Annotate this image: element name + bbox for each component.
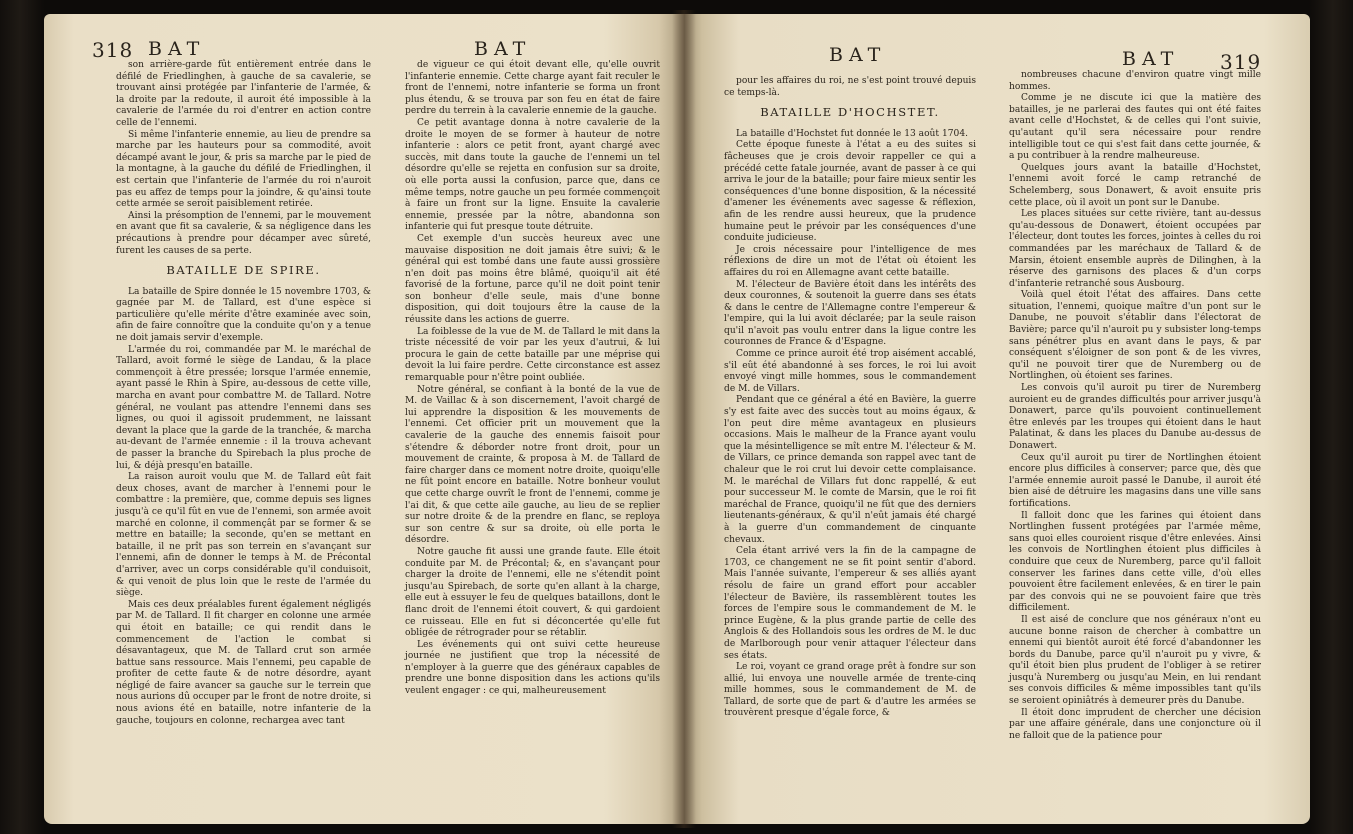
paragraph: Comme ce prince auroit été trop aisément accablé, s'il eût été abandonné à ses forces, le roi lui avoit envoyé vingt mille hommes, sous le commandement de M. de Villars. (724, 349, 976, 394)
left-page (44, 14, 684, 824)
paragraph: M. l'électeur de Bavière étoit dans les intérêts des deux couronnes, & soutenoit la guerre dans ses états & dans le centre de l'Allemagne contre l'empereur & l'empire, qui la lui avoit déclarée; par la seule raison qu'il n'avoit pas voulu entrer dans la ligue contre les couronnes de France & d'Espagne. (724, 279, 976, 348)
running-head-left: BAT (829, 44, 887, 66)
paragraph: Cette époque funeste à l'état a eu des suites si fâcheuses que je crois devoir rappeller ce qui a précédé cette fatale journée, avant de passer à ce qui arriva le jour de la bataille; pour faire mieux sentir les conséquences d'une bonne disposition, & la nécessité d'amener les événements avec sagesse & réflexion, afin de les rendre aussi heureux, que la prudence humaine peut le prévoir par les conséquences d'une conduite judicieuse. (724, 140, 976, 244)
paragraph: Mais ces deux préalables furent également négligés par M. de Tallard. Il fit charger en colonne une armée qui étoit en bataille; ce qui rendit dans le commencement de l'action le combat si désavantageux, que M. de Tallard crut son armée battue sans ressource. Mais l'ennemi, peu capable de profiter de cette faute & de notre désordre, ayant négligé de faire avancer sa gauche sur le terrein que nous aurions dû occuper par le front de notre droite, si nous avions été en bataille, notre infanterie de la gauche, toujours en colonne, rechargea avec tant (116, 599, 371, 726)
paragraph: Il est aisé de conclure que nos généraux n'ont eu aucune bonne raison de chercher à combattre un ennemi qui bientôt auroit été forcé d'abandonner les bords du Danube, parce qu'il n'auroit pu y vivre, & qu'il étoit bien plus prudent de l'obliger à se retirer jusqu'à Nuremberg ou jusqu'au Mein, en lui rendant ses convois difficiles & même impossibles tant qu'ils se seroient opiniâtrés à demeurer près du Danube. (1009, 614, 1261, 707)
paragraph: nombreuses chacune d'environ quatre vingt mille hommes. (1009, 70, 1261, 92)
paragraph: Ce petit avantage donna à notre cavalerie de la droite le moyen de se former à hauteur de notre infanterie : alors ce petit front, ayant chargé avec succès, mit dans toute la gauche de l'ennemi un tel désordre qu'elle se rejetta en confusion sur sa droite, où elle porta aussi la confusion, parce que, dans ce même temps, notre gauche un peu formée commençoit à faire un front sur la ligne. Ensuite la cavalerie ennemie, pressée par la nôtre, abandonna son infanterie qui fut presque toute détruite. (405, 117, 660, 233)
paragraph: Cela étant arrivé vers la fin de la campagne de 1703, ce changement ne se fit point sentir d'abord. Mais l'année suivante, l'empereur & ses alliés ayant résolu de faire un grand effort pour accabler l'électeur de Bavière, ils rassemblèrent toutes les forces de l'empire sous le commandement de M. le prince Eugène, & la plus grande partie de celle des Anglois & des Hollandois sous les ordres de M. le duc de Marlborough pour venir attaquer l'électeur dans ses états. (724, 546, 976, 661)
text-column-1 (724, 76, 976, 720)
paragraph: Ainsi la présomption de l'ennemi, par le mouvement en avant que fit sa cavalerie, & sa négligence dans les précautions à prendre pour décamper avec sûreté, furent les causes de sa perte. (116, 210, 371, 256)
text-column-1 (116, 60, 371, 727)
paragraph: Voilà quel étoit l'état des affaires. Dans cette situation, l'ennemi, quoique maître d'un pont sur le Danube, ne pouvoit s'établir dans l'électorat de Bavière; parce qu'il n'auroit pu y subsister long-temps sans pénétrer plus en avant dans le pays, & par conséquent s'éloigner de son pont & de les vivres, qu'il ne pouvoit tirer que de Nuremberg ou de Nortlinghen, où étoient ses farines. (1009, 290, 1261, 382)
paragraph: Cet exemple d'un succès heureux avec une mauvaise disposition ne doit jamais être suivi; & le général qui est tombé dans une faute aussi grossière n'en doit pas moins être blâmé, quoiqu'il ait été favorisé de la fortune, parce qu'il ne doit point tenir son bonheur d'elle seule, mais d'une bonne disposition, qui doit toujours être la cause de la réussite dans les actions de guerre. (405, 233, 660, 326)
paragraph: Notre gauche fit aussi une grande faute. Elle étoit conduite par M. de Précontal; &, en s'avançant pour charger la droite de l'ennemi, elle ne s'étendit point jusqu'au Spirebach, de sorte qu'en allant à la charge, elle eut à essuyer le feu de quelques bataillons, dont le flanc droit de l'ennemi étoit couvert, & qui gardoient ce ruisseau. Elle en fut si déconcertée qu'elle fut obligée de rétrograder pour se rétablir. (405, 546, 660, 639)
paragraph: La raison auroit voulu que M. de Tallard eût fait deux choses, avant de marcher à l'ennemi pour le combattre : la première, que, comme depuis ses lignes jusqu'à ce qu'il fût en vue de l'ennemi, son armée avoit marché en colonne, il commençât par se former & se mettre en bataille; la seconde, qu'en se mettant en bataille, il ne prît pas son terrein en s'avançant sur l'ennemi, afin de donner le temps à M. de Précontal d'arriver, avec un corps considérable qu'il conduisoit, & qui venoit de plus loin que le reste de l'armée du siège. (116, 472, 371, 599)
paragraph: L'armée du roi, commandée par M. le maréchal de Tallard, avoit formé le siège de Landau, & la place commençoit à être pressée; lorsque l'armée ennemie, ayant passé le Rhin à Spire, au-dessous de cette ville, marcha en avant pour combattre M. de Tallard. Notre général, ne voulant pas attendre l'ennemi dans ses lignes, ou quoi il agissoit prudemment, ne laissant devant la place que la garde de la tranchée, & marcha au-devant de l'armée ennemie : il la trouva achevant de passer la branche du Spirebach la plus proche de lui, & déjà presqu'en bataille. (116, 344, 371, 471)
running-head-right: BAT (474, 38, 532, 60)
paragraph: Les événements qui ont suivi cette heureuse journée ne justifient que trop la nécessité de n'employer à la guerre que des généraux capables de prendre une bonne disposition dans les actions qu'ils veulent engager : ce qui, malheureusement (405, 639, 660, 697)
page-number: 319 (1220, 50, 1262, 74)
running-head-right: BAT (1122, 48, 1180, 70)
paragraph: Il falloit donc que les farines qui étoient dans Nortlinghen fussent protégées par l'armée même, sans quoi elles couroient risque d'être enlevées. Ainsi les convois de Nortlinghen étoient plus difficiles à conduire que ceux de Nuremberg, parce qu'il falloit conserver les farines dans cette ville, d'où elles pouvoient être facilement enlevées, & en tirer le pain par des convois qui ne se pouvoient faire que très difficilement. (1009, 510, 1261, 614)
paragraph: Si même l'infanterie ennemie, au lieu de prendre sa marche par les hauteurs pour sa commodité, avoit décampé avant le jour, & pris sa marche par le pied de la montagne, à la gauche du défilé de Friedlinghen, il est certain que l'infanterie de l'armée du roi n'auroit pas eu affez de temps pour la joindre, & qu'ainsi toute cette armée se seroit paisiblement retirée. (116, 129, 371, 210)
paragraph: Notre général, se confiant à la bonté de la vue de M. de Vaillac & à son discernement, l'avoit chargé de lui apprendre la disposition & les mouvements de l'ennemi. Cet officier prit un mouvement que la cavalerie de la gauche des ennemis faisoit pour s'étendre & déborder notre front droit, pour un mouvement de crainte, & proposa à M. de Tallard de faire charger dans ce moment notre droite, quoiqu'elle ne fût point encore en bataille. Notre bonheur voulut que cette charge ouvrît le front de l'ennemi, comme je l'ai dit, & que cette aile gauche, au lieu de se replier sur notre droite & de la prendre en flanc, se reploya sur son centre & sur sa droite, où elle porta le désordre. (405, 384, 660, 546)
paragraph: Pendant que ce général a été en Bavière, la guerre s'y est faite avec des succès tout au moins égaux, & l'on peut dire même avantageux en plusieurs occasions. Mais le malheur de la France ayant voulu que la mésintelligence se mît entre M. l'électeur & M. de Villars, ce prince demanda son rappel avec tant de chaleur que le roi crut lui devoir cette complaisance. M. le maréchal de Villars fut donc rappellé, & eut pour successeur M. le comte de Marsin, que le roi fit maréchal de France, quoiqu'il ne fût que des derniers lieutenants-généraux, & qu'il n'eût jamais été chargé à la guerre d'un commandement de cinquante chevaux. (724, 395, 976, 545)
paragraph: Il étoit donc imprudent de chercher une décision par une affaire générale, dans une conjoncture où il ne falloit que de la patience pour (1009, 707, 1261, 741)
right-page (684, 14, 1310, 824)
paragraph: La foiblesse de la vue de M. de Tallard le mit dans la triste nécessité de voir par les yeux d'autrui, & lui procura le gain de cette bataille par une méprise qui devoit la lui faire perdre. Cette circonstance est assez remarquable pour n'être point oubliée. (405, 326, 660, 384)
paragraph: son arrière-garde fût entièrement entrée dans le défilé de Friedlinghen, à gauche de sa cavalerie, se trouvant ainsi protégée par l'infanterie de l'armée, & la droite par la redoute, il auroit été impossible à la cavalerie de l'armée du roi d'entrer en action contre celle de l'ennemi. (116, 60, 371, 128)
paragraph: La bataille d'Hochstet fut donnée le 13 août 1704. (736, 128, 968, 139)
paragraph: Je crois nécessaire pour l'intelligence de mes réflexions de dire un mot de l'état où étoient les affaires du roi en Allemagne avant cette bataille. (724, 244, 976, 278)
paragraph: Ceux qu'il auroit pu tirer de Nortlinghen étoient encore plus difficiles à conserver; parce que, dès que l'armée ennemie auroit passé le Danube, il auroit été bien aisé de détruire les magasins dans une ville sans fortifications. (1009, 452, 1261, 509)
paragraph: Comme je ne discute ici que la matière des batailles, je ne parlerai des fautes qui ont été faites avant celle d'Hochstet, & de celles qui l'ont suivie, qu'autant qu'il sera nécessaire pour rendre intelligible tout ce qui s'est fait dans cette journée, & a pu contribuer à la rendre malheureuse. (1009, 93, 1261, 162)
running-head-left: BAT (148, 38, 206, 60)
paragraph: Les places situées sur cette rivière, tant au-dessus qu'au-dessous de Donawert, étoient occupées par l'électeur, dont toutes les forces, jointes à celles du roi commandées par les maréchaux de Tallard & de Marsin, étoient ensemble auprès de Dilinghen, à la réserve des garnisons des places & d'un corps d'infanterie retranché sous Ausbourg. (1009, 209, 1261, 289)
paragraph: Le roi, voyant ce grand orage prêt à fondre sur son allié, lui envoya une nouvelle armée de trente-cinq mille hommes, sous le commandement de M. de Tallard, de sorte que de part & d'autre les armées se trouvèrent presque d'égale force, & (724, 662, 976, 719)
section-heading: BATAILLE DE SPIRE. (166, 263, 321, 278)
section-heading: BATAILLE D'HOCHSTET. (760, 105, 940, 120)
paragraph: Quelques jours avant la bataille d'Hochstet, l'ennemi avoit forcé le camp retranché de Schelemberg, sous Donawert, & avoit ensuite pris cette place, où il avoit un pont sur le Danube. (1009, 162, 1261, 208)
text-column-2 (405, 60, 660, 698)
paragraph: La bataille de Spire donnée le 15 novembre 1703, & gagnée par M. de Tallard, est d'une espèce si particulière qu'elle mérite d'être examinée avec soin, afin de faire connoître que la conduite qu'on y a tenue ne doit jamais servir d'exemple. (116, 286, 371, 344)
paragraph: Les convois qu'il auroit pu tirer de Nuremberg auroient eu de grandes difficultés pour arriver jusqu'à Donawert, parce qu'ils pouvoient continuellement être enlevés par les troupes qui étoient dans le haut Palatinat, & dans les places du Danube au-dessus de Donawert. (1009, 383, 1261, 451)
paragraph: de vigueur ce qui étoit devant elle, qu'elle ouvrit l'infanterie ennemie. Cette charge ayant fait reculer le front de l'ennemi, notre infanterie se forma un front plus étendu, & se trouva par son feu en état de faire perdre du terrein à la cavalerie ennemie de la gauche. (405, 60, 660, 117)
text-column-2 (1009, 70, 1261, 742)
page-number: 318 (92, 38, 134, 62)
book-gutter (672, 10, 696, 828)
paragraph: pour les affaires du roi, ne s'est point trouvé depuis ce temps-là. (724, 76, 976, 98)
